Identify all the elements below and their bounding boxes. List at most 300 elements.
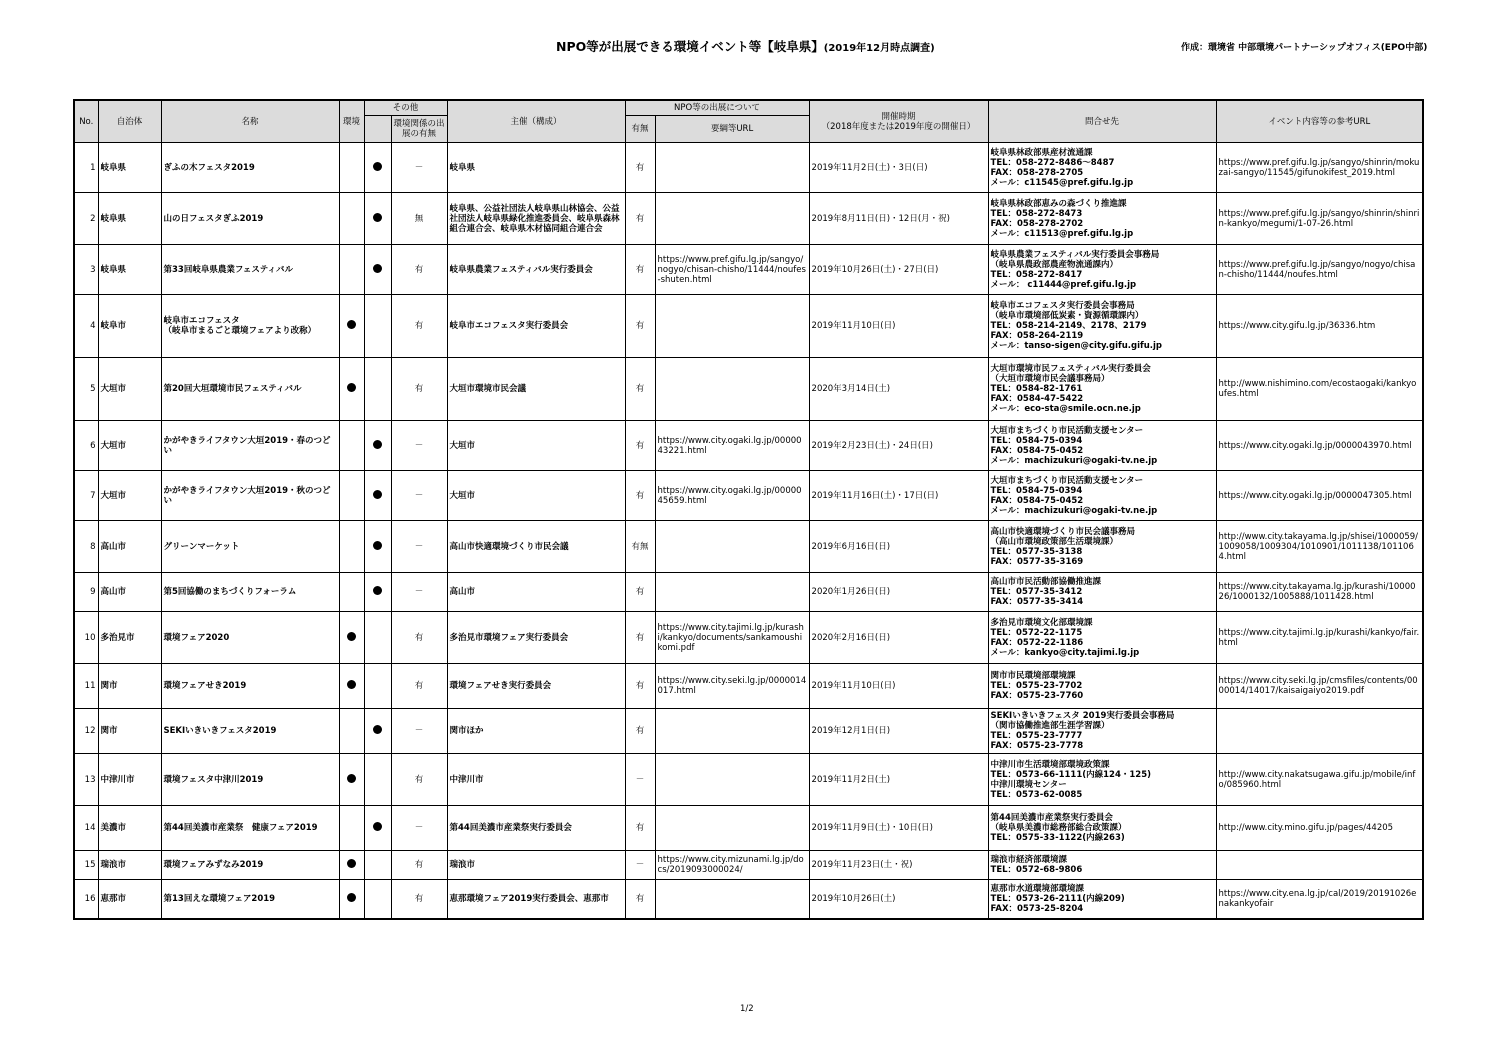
cell-organizer [447, 421, 625, 471]
cell-name-text: かがやきライフタウン大垣2019・秋のつどい [163, 485, 331, 506]
cell-env-related-text: － [414, 587, 424, 597]
cell-period [809, 709, 988, 754]
col-period-note: （2018年度または2019年度の開催日） [821, 121, 976, 132]
table-row [74, 573, 1423, 612]
cell-contact [988, 709, 1216, 754]
bullet-mark [373, 264, 382, 273]
cell-period [809, 521, 988, 573]
cell-name-text: 山の日フェスタぎふ2019 [163, 213, 264, 224]
cell-ref-url-text: https://www.city.seki.lg.jp/cmsfiles/contents/0000014/14017/kaisaigaiyo2019.pdf [1218, 676, 1418, 696]
cell-period-text: 2020年1月26日(日) [811, 587, 891, 597]
cell-contact-text: 高山市市民活動部協働推進課 TEL：0577-35-3412 FAX：0577-35-3414 [990, 577, 1102, 607]
cell-organizer [447, 612, 625, 664]
cell-guide-url-text: https://www.city.mizunami.lg.jp/docs/2019093000024/ [657, 855, 804, 875]
cell-name [161, 295, 339, 358]
cell-name [161, 471, 339, 521]
cell-period [809, 664, 988, 709]
cell-period-text: 2019年11月9日(土)・10日(日) [811, 823, 933, 833]
bullet-mark [373, 725, 382, 734]
cell-period-text: 2019年11月23日(土・祝) [811, 860, 913, 870]
cell-npo [625, 245, 655, 295]
table-row [74, 754, 1423, 806]
cell-organizer [447, 245, 625, 295]
cell-organizer-text: 第44回美濃市産業祭実行委員会 [449, 823, 572, 833]
cell-municipality-text: 高山市 [100, 587, 127, 597]
cell-name [161, 880, 339, 919]
table-row [74, 143, 1423, 193]
cell-npo-text: － [635, 774, 645, 785]
cell-npo [625, 358, 655, 421]
cell-no-text: 14 [84, 823, 96, 833]
cell-contact-text: 岐阜県林政部恵みの森づくり推進課 TEL：058-272-8473 FAX：058-278-2702 メール：c11513@pref.gifu.lg.jp [990, 198, 1134, 239]
cell-npo-text: 有 [635, 264, 645, 275]
cell-ref-url [1216, 754, 1423, 806]
cell-period [809, 143, 988, 193]
author-credit: 作成：環境省 中部環境パートナーシップオフィス(EPO中部) [1181, 43, 1428, 53]
cell-env [339, 851, 364, 880]
cell-npo [625, 880, 655, 919]
table-row [74, 709, 1423, 754]
cell-env [339, 664, 364, 709]
cell-no [74, 521, 98, 573]
cell-municipality-text: 関市 [100, 726, 118, 736]
table-row [74, 421, 1423, 471]
cell-contact [988, 612, 1216, 664]
cell-organizer-text: 高山市 [449, 587, 476, 597]
cell-no [74, 295, 98, 358]
cell-contact-text: 大垣市まちづくり市民活動支援センター TEL：0584-75-0394 FAX：0584-75-0452 メール：machizukuri@ogaki-tv.ne.jp [990, 475, 1158, 516]
cell-env-related-text: － [414, 440, 424, 451]
cell-name-text: ぎふの木フェスタ2019 [163, 162, 255, 173]
cell-guide-url [655, 143, 809, 193]
cell-municipality-text: 大垣市 [100, 384, 127, 394]
col-municipality: 自治体 [98, 100, 161, 143]
cell-name [161, 612, 339, 664]
cell-no-text: 8 [90, 541, 96, 552]
cell-guide-url [655, 193, 809, 245]
bullet-mark [373, 586, 382, 595]
bullet-mark [347, 320, 356, 329]
col-period [809, 100, 988, 143]
bullet-mark [347, 632, 356, 641]
cell-organizer-text: 岐阜県農業フェスティバル実行委員会 [449, 264, 593, 275]
cell-env [339, 612, 364, 664]
cell-no [74, 664, 98, 709]
cell-period-text: 2020年3月14日(土) [811, 384, 891, 394]
cell-ref-url-text: https://www.city.tajimi.lg.jp/kurashi/kankyo/fair.html [1218, 627, 1420, 648]
cell-period-text: 2019年10月26日(土)・27日(日) [811, 264, 939, 275]
cell-period [809, 245, 988, 295]
cell-env [339, 471, 364, 521]
cell-ref-url-text: https://www.pref.gifu.lg.jp/sangyo/shinrin/shinrin-kankyo/megumi/1-07-26.html [1218, 208, 1420, 229]
cell-municipality-text: 岐阜市 [100, 321, 127, 331]
cell-period [809, 358, 988, 421]
cell-municipality-text: 美濃市 [100, 823, 127, 833]
cell-organizer [447, 295, 625, 358]
cell-organizer [447, 193, 625, 245]
cell-organizer-text: 岐阜県 [449, 162, 476, 173]
cell-env [339, 573, 364, 612]
cell-contact [988, 851, 1216, 880]
cell-name [161, 358, 339, 421]
cell-npo [625, 521, 655, 573]
cell-municipality [98, 709, 161, 754]
cell-env-related [391, 521, 447, 573]
col-env-related: 環境関係の出展の有無 [391, 116, 447, 143]
cell-no [74, 754, 98, 806]
cell-no-text: 11 [84, 681, 96, 691]
cell-env-related [391, 421, 447, 471]
cell-no-text: 5 [90, 384, 96, 394]
bullet-mark [373, 822, 382, 831]
cell-municipality-text: 瑞浪市 [100, 860, 127, 870]
cell-env-related [391, 754, 447, 806]
cell-env [339, 143, 364, 193]
cell-other [364, 573, 391, 612]
cell-organizer-text: 大垣市環境市民会議 [449, 384, 527, 394]
cell-guide-url [655, 245, 809, 295]
cell-name-text: 環境フェア2020 [163, 632, 230, 643]
cell-contact [988, 295, 1216, 358]
cell-organizer [447, 521, 625, 573]
cell-npo-text: － [635, 860, 645, 870]
cell-ref-url-text: https://www.city.takayama.lg.jp/kurashi/1000026/1000132/1005888/1011428.html [1218, 582, 1416, 602]
cell-guide-url-text: https://www.city.ogaki.lg.jp/0000043221.html [657, 435, 802, 456]
cell-contact-text: 大垣市環境市民フェスティバル実行委員会 （大垣市環境市民会議事務局） TEL：0584-82-1761 FAX：0584-47-5422 メール：eco-sta@smile.ocn.ne.jp [990, 364, 1151, 414]
cell-env-related-text: 有 [414, 321, 424, 331]
cell-period-text: 2019年11月2日(土) [811, 774, 891, 785]
cell-contact-text: SEKIいきいきフェスタ 2019実行委員会事務局 （関市協働推進部生涯学習課） TEL：0575-23-7777 FAX：0575-23-7778 [990, 711, 1175, 751]
table-row [74, 245, 1423, 295]
cell-period-text: 2019年10月26日(土) [811, 893, 896, 904]
cell-municipality [98, 573, 161, 612]
cell-municipality-text: 岐阜県 [100, 213, 127, 224]
cell-env [339, 880, 364, 919]
cell-name-text: かがやきライフタウン大垣2019・春のつどい [163, 435, 331, 456]
cell-organizer-text: 多治見市環境フェア実行委員会 [449, 632, 569, 643]
cell-no-text: 3 [90, 264, 96, 275]
cell-ref-url-text: https://www.city.gifu.lg.jp/36336.htm [1218, 321, 1376, 331]
cell-municipality-text: 多治見市 [100, 632, 135, 643]
cell-npo [625, 806, 655, 851]
cell-contact [988, 358, 1216, 421]
bullet-mark [347, 893, 356, 902]
cell-npo-text: 有 [635, 213, 645, 224]
col-no: No. [74, 100, 98, 143]
cell-organizer-text: 恵那環境フェア2019実行委員会、恵那市 [449, 893, 609, 904]
cell-npo-text: 有 [635, 162, 645, 173]
cell-env-related-text: 有 [414, 384, 424, 394]
cell-name-text: 環境フェアみずなみ2019 [163, 860, 264, 870]
table-row [74, 612, 1423, 664]
cell-guide-url [655, 295, 809, 358]
cell-ref-url-text: https://www.pref.gifu.lg.jp/sangyo/nogyo/chisan-chisho/11444/noufes.html [1218, 259, 1416, 280]
cell-contact-text: 中津川市生活環境部環境政策課 TEL：0573-66-1111(内線124・125) 中津川環境センター TEL：0573-62-0085 [990, 759, 1152, 800]
cell-env-related-text: 有 [414, 893, 424, 904]
cell-period [809, 295, 988, 358]
cell-ref-url [1216, 295, 1423, 358]
cell-municipality [98, 851, 161, 880]
cell-ref-url-text: https://www.city.ena.lg.jp/cal/2019/20191026enakankyofair [1218, 888, 1417, 909]
cell-organizer-text: 大垣市 [449, 440, 476, 451]
cell-ref-url [1216, 880, 1423, 919]
cell-name-text: 第5回協働のまちづくりフォーラム [163, 587, 297, 597]
cell-ref-url [1216, 612, 1423, 664]
cell-npo [625, 851, 655, 880]
cell-env-related-text: 有 [414, 681, 424, 691]
cell-ref-url [1216, 806, 1423, 851]
bullet-mark [373, 162, 382, 171]
table-row [74, 664, 1423, 709]
cell-no-text: 4 [90, 321, 96, 331]
cell-name-text: 第44回美濃市産業祭 健康フェア2019 [163, 823, 318, 833]
table-row [74, 358, 1423, 421]
cell-contact-text: 高山市快適環境づくり市民会議事務局 （高山市環境政策部生活環境課） TEL：0577-35-3138 FAX：0577-35-3169 [990, 526, 1136, 567]
cell-env [339, 245, 364, 295]
cell-other [364, 295, 391, 358]
cell-organizer [447, 880, 625, 919]
cell-ref-url [1216, 143, 1423, 193]
cell-contact [988, 754, 1216, 806]
cell-no [74, 143, 98, 193]
cell-npo [625, 664, 655, 709]
cell-contact-text: 第44回美濃市産業祭実行委員会 （岐阜県美濃市総務部総合政策課） TEL：0575-33-1122(内線263) [990, 813, 1127, 843]
cell-organizer [447, 754, 625, 806]
cell-ref-url [1216, 358, 1423, 421]
cell-period [809, 754, 988, 806]
cell-period-text: 2019年2月23日(土)・24日(日) [811, 440, 933, 451]
cell-no [74, 421, 98, 471]
cell-env-related [391, 358, 447, 421]
cell-period-text: 2019年6月16日(日) [811, 541, 891, 552]
cell-guide-url [655, 806, 809, 851]
cell-no-text: 1 [90, 162, 96, 173]
cell-guide-url-text: https://www.city.ogaki.lg.jp/0000045659.html [657, 485, 802, 506]
cell-env-related [391, 295, 447, 358]
cell-period [809, 880, 988, 919]
cell-contact-text: 大垣市まちづくり市民活動支援センター TEL：0584-75-0394 FAX：0584-75-0452 メール：machizukuri@ogaki-tv.ne.jp [990, 425, 1158, 466]
cell-municipality-text: 恵那市 [100, 893, 127, 904]
col-other-blank [364, 116, 391, 143]
cell-period-text: 2019年12月1日(日) [811, 726, 891, 736]
cell-npo-text: 有 [635, 321, 645, 331]
cell-contact [988, 664, 1216, 709]
cell-no-text: 15 [84, 860, 96, 870]
cell-no [74, 573, 98, 612]
cell-other [364, 421, 391, 471]
cell-name [161, 573, 339, 612]
cell-municipality [98, 245, 161, 295]
cell-npo-text: 有無 [631, 541, 649, 552]
col-guidelines-url: 要綱等URL [655, 116, 809, 143]
cell-env-related-text: － [414, 162, 424, 173]
cell-period-text: 2019年11月2日(土)・3日(日) [811, 162, 928, 173]
cell-name [161, 421, 339, 471]
cell-ref-url [1216, 521, 1423, 573]
cell-name-text: 環境フェスタ中津川2019 [163, 774, 264, 785]
title-note: (2019年12月時点調査) [823, 43, 935, 54]
cell-other [364, 851, 391, 880]
cell-env-related [391, 471, 447, 521]
cell-contact-text: 岐阜県林政部県産材流通課 TEL：058-272-8486～8487 FAX：058-278-2705 メール：c11545@pref.gifu.lg.jp [990, 147, 1134, 188]
cell-contact [988, 880, 1216, 919]
bullet-mark [347, 383, 356, 392]
cell-ref-url [1216, 664, 1423, 709]
cell-npo-text: 有 [635, 440, 645, 451]
cell-npo-text: 有 [635, 587, 645, 597]
cell-env-related-text: 無 [414, 213, 424, 224]
cell-name [161, 245, 339, 295]
cell-contact-text: 多治見市環境文化部環境課 TEL：0572-22-1175 FAX：0572-22-1186 メール：kankyo@city.tajimi.lg.jp [990, 617, 1140, 658]
cell-env-related-text: 有 [414, 264, 424, 275]
cell-npo [625, 421, 655, 471]
table-body [74, 143, 1423, 919]
cell-guide-url [655, 358, 809, 421]
cell-period [809, 421, 988, 471]
cell-period [809, 573, 988, 612]
bullet-mark [373, 541, 382, 550]
cell-no [74, 245, 98, 295]
cell-npo-text: 有 [635, 726, 645, 736]
cell-other [364, 806, 391, 851]
cell-name [161, 806, 339, 851]
page-title [556, 37, 935, 55]
cell-npo [625, 709, 655, 754]
cell-municipality [98, 143, 161, 193]
cell-contact-text: 岐阜市エコフェスタ実行委員会事務局 （岐阜市環境部低炭素・資源循環課内） TEL：058-214-2149、2178、2179 FAX：058-264-2119 メール：tanso-sigen@city.gifu.gifu.jp [990, 301, 1162, 351]
cell-contact [988, 421, 1216, 471]
cell-municipality-text: 関市 [100, 681, 118, 691]
col-name: 名称 [161, 100, 339, 143]
cell-env-related [391, 664, 447, 709]
cell-no-text: 12 [84, 726, 96, 736]
cell-name [161, 664, 339, 709]
cell-ref-url [1216, 193, 1423, 245]
cell-env [339, 521, 364, 573]
cell-ref-url [1216, 851, 1423, 880]
cell-contact [988, 471, 1216, 521]
cell-municipality [98, 806, 161, 851]
cell-no [74, 880, 98, 919]
cell-period [809, 851, 988, 880]
cell-ref-url-text: http://www.nishimino.com/ecostaogaki/kankyoufes.html [1218, 379, 1417, 399]
cell-no-text: 13 [84, 774, 96, 785]
cell-other [364, 709, 391, 754]
cell-municipality [98, 754, 161, 806]
cell-no-text: 6 [90, 440, 96, 451]
cell-organizer-text: 瑞浪市 [449, 860, 476, 870]
cell-name [161, 193, 339, 245]
cell-contact-text: 恵那市水道環境部環境課 TEL：0573-26-2111(内線209) FAX：0573-25-8204 [990, 883, 1125, 914]
table-row [74, 880, 1423, 919]
cell-municipality [98, 358, 161, 421]
cell-organizer-text: 岐阜県、公益社団法人岐阜県山林協会、公益社団法人岐阜県緑化推進委員会、岐阜県森林組合連合会、岐阜県木材協同組合連合会 [449, 203, 620, 234]
bullet-mark [373, 213, 382, 222]
cell-municipality-text: 高山市 [100, 541, 127, 552]
cell-municipality-text: 中津川市 [100, 774, 135, 785]
cell-npo [625, 193, 655, 245]
cell-period-text: 2019年8月11日(日)・12日(月・祝) [811, 213, 950, 224]
cell-name-text: グリーンマーケット [163, 541, 240, 552]
cell-organizer [447, 851, 625, 880]
cell-organizer [447, 143, 625, 193]
cell-municipality-text: 岐阜県 [100, 162, 127, 173]
table-row [74, 851, 1423, 880]
cell-env-related [391, 709, 447, 754]
cell-contact [988, 193, 1216, 245]
cell-municipality [98, 664, 161, 709]
cell-env [339, 754, 364, 806]
col-env: 環境 [339, 100, 364, 143]
cell-contact [988, 245, 1216, 295]
cell-name-text: 第33回岐阜県農業フェスティバル [163, 264, 294, 275]
cell-municipality [98, 521, 161, 573]
cell-env [339, 709, 364, 754]
cell-guide-url [655, 880, 809, 919]
cell-env-related [391, 851, 447, 880]
cell-name-text: 環境フェアせき2019 [163, 681, 247, 691]
cell-env-related-text: － [414, 490, 424, 501]
cell-other [364, 754, 391, 806]
cell-npo-text: 有 [635, 893, 645, 904]
cell-other [364, 358, 391, 421]
cell-guide-url [655, 521, 809, 573]
col-contact: 問合せ先 [988, 100, 1216, 143]
cell-ref-url-text: https://www.city.ogaki.lg.jp/0000043970.html [1218, 440, 1412, 451]
cell-npo-text: 有 [635, 823, 645, 833]
cell-no [74, 709, 98, 754]
table-row [74, 471, 1423, 521]
cell-guide-url [655, 851, 809, 880]
cell-period-text: 2019年11月16日(土)・17日(日) [811, 490, 939, 501]
cell-env [339, 295, 364, 358]
cell-ref-url [1216, 421, 1423, 471]
cell-organizer-text: 環境フェアせき実行委員会 [449, 681, 552, 691]
cell-env-related [391, 612, 447, 664]
cell-env-related-text: － [414, 541, 424, 552]
cell-guide-url-text: https://www.pref.gifu.lg.jp/sangyo/nogyo/chisan-chisho/11444/noufes-shuten.html [657, 254, 806, 285]
cell-period [809, 806, 988, 851]
cell-guide-url [655, 421, 809, 471]
cell-contact-text: 関市市民環境部環境課 TEL：0575-23-7702 FAX：0575-23-7760 [990, 671, 1084, 701]
cell-no-text: 10 [84, 632, 96, 643]
cell-name [161, 143, 339, 193]
cell-ref-url [1216, 573, 1423, 612]
cell-municipality-text: 大垣市 [100, 440, 127, 451]
cell-env-related [391, 143, 447, 193]
cell-guide-url [655, 471, 809, 521]
cell-organizer-text: 中津川市 [449, 774, 484, 785]
cell-guide-url-text: https://www.city.seki.lg.jp/0000014017.html [657, 676, 807, 696]
cell-no [74, 851, 98, 880]
cell-municipality [98, 295, 161, 358]
cell-other [364, 143, 391, 193]
cell-guide-url [655, 664, 809, 709]
cell-name-text: 第13回えな環境フェア2019 [163, 893, 276, 904]
bullet-mark [347, 774, 356, 783]
col-npo-group: NPO等の出展について [625, 100, 809, 116]
cell-guide-url-text: https://www.city.tajimi.lg.jp/kurashi/kankyo/documents/sankamoushikomi.pdf [657, 622, 804, 653]
table-row [74, 193, 1423, 245]
cell-name [161, 754, 339, 806]
cell-contact [988, 806, 1216, 851]
cell-ref-url-text: https://www.pref.gifu.lg.jp/sangyo/shinrin/mokuzai-sangyo/11545/gifunokifest_2019.html [1218, 157, 1420, 178]
cell-municipality-text: 岐阜県 [100, 264, 127, 275]
cell-name-text: 第20回大垣環境市民フェスティバル [163, 384, 302, 394]
cell-municipality [98, 421, 161, 471]
cell-municipality [98, 880, 161, 919]
cell-npo-text: 有 [635, 681, 645, 691]
